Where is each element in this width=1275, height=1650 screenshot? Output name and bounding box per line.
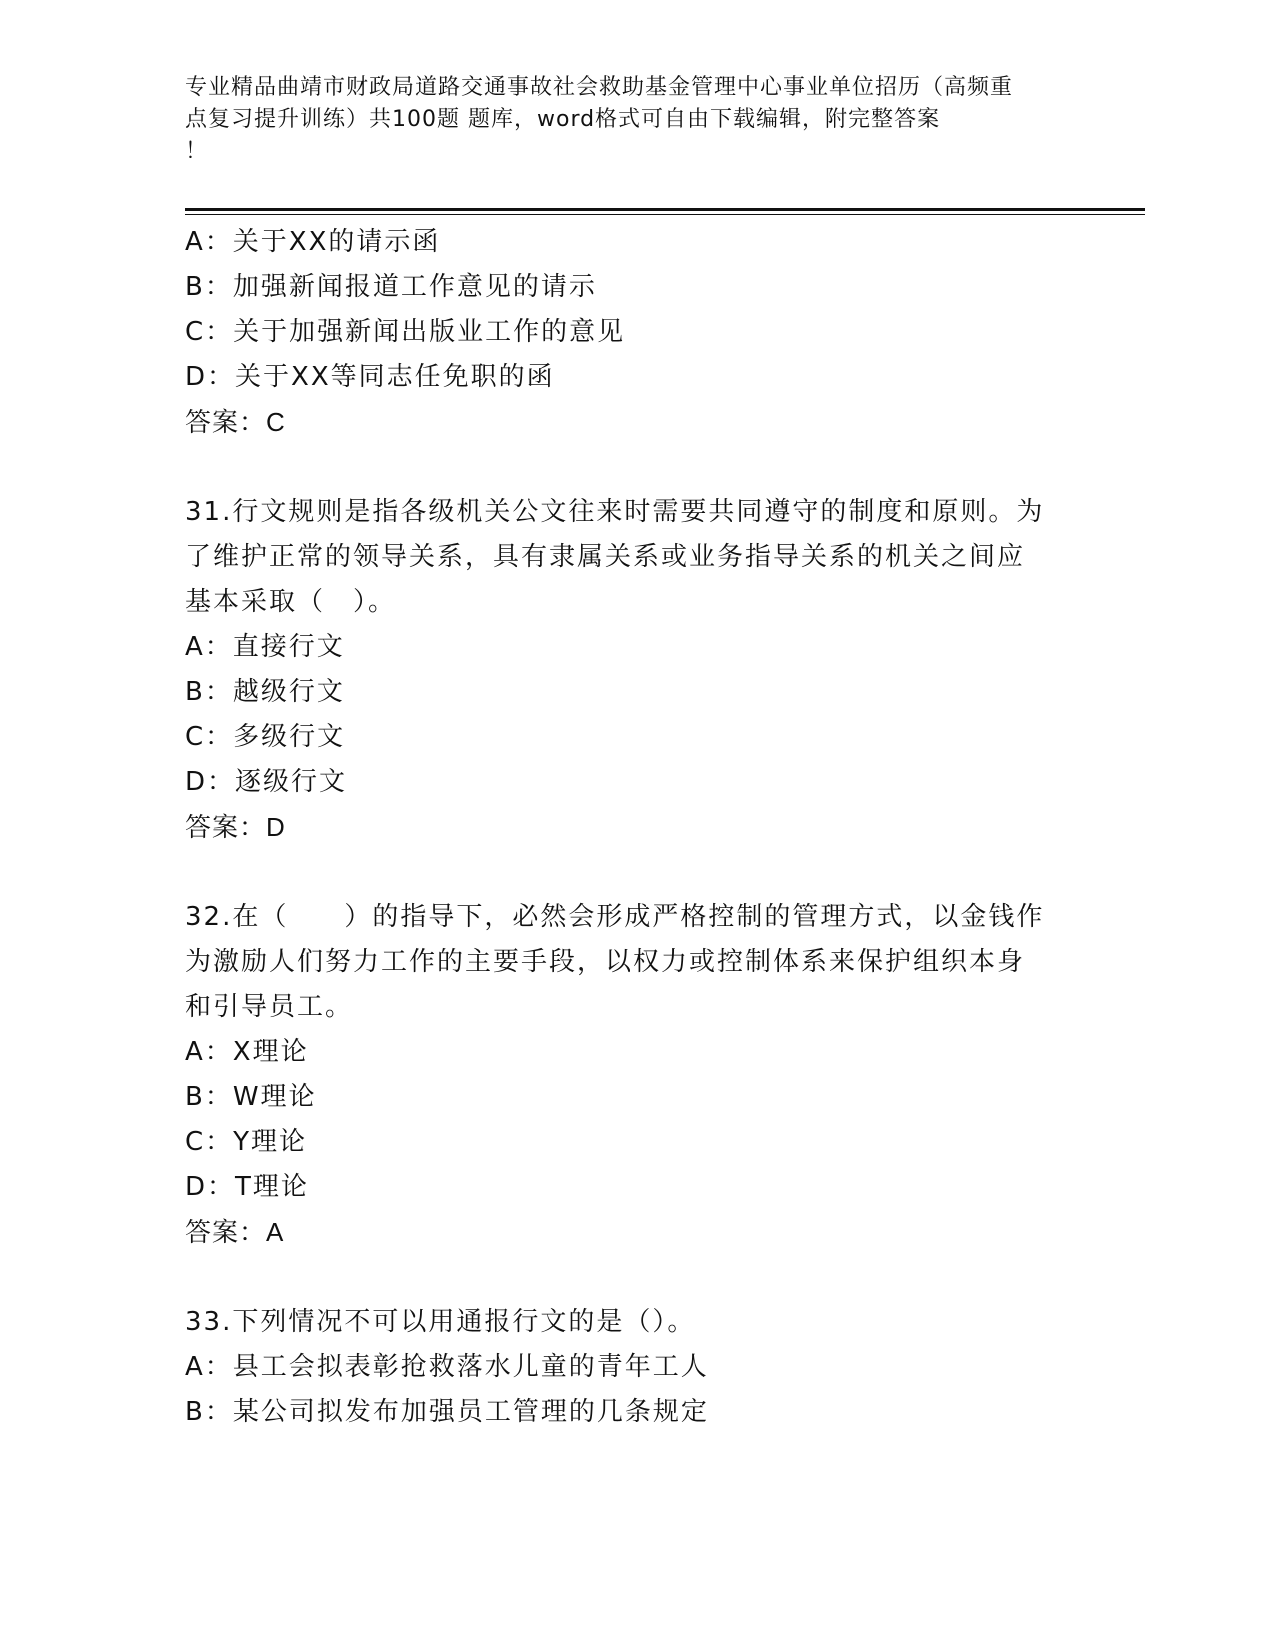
option-c: C：关于加强新闻出版业工作的意见 bbox=[185, 317, 626, 347]
option-b: B：加强新闻报道工作意见的请示 bbox=[185, 272, 597, 302]
header-line-1: 专业精品曲靖市财政局道路交通事故社会救助基金管理中心事业单位招历（高频重 bbox=[185, 75, 1014, 100]
question-31 bbox=[185, 490, 1085, 850]
question-text-line: 32.在（ ）的指导下，必然会形成严格控制的管理方式，以金钱作 bbox=[185, 902, 1045, 932]
question-32 bbox=[185, 895, 1085, 1255]
question-text-line: 31.行文规则是指各级机关公文往来时需要共同遵守的制度和原则。为 bbox=[185, 497, 1045, 527]
header-line-2: 点复习提升训练）共100题 题库，word格式可自由下载编辑，附完整答案 bbox=[185, 107, 941, 132]
spacer bbox=[185, 850, 1085, 895]
question-text-line: 基本采取（ ）。 bbox=[185, 587, 397, 617]
answer-text: 答案：A bbox=[185, 1217, 285, 1247]
option-b: B：W理论 bbox=[185, 1082, 317, 1112]
option-d: D：逐级行文 bbox=[185, 767, 348, 797]
question-33 bbox=[185, 1300, 1085, 1435]
option-b: B：越级行文 bbox=[185, 677, 345, 707]
header-divider-thick bbox=[185, 208, 1145, 211]
option-d: D：T理论 bbox=[185, 1172, 309, 1202]
question-text-line: 和引导员工。 bbox=[185, 992, 354, 1022]
spacer bbox=[185, 445, 1085, 490]
header-divider-thin bbox=[185, 214, 1145, 215]
option-b: B：某公司拟发布加强员工管理的几条规定 bbox=[185, 1397, 709, 1427]
option-a: A：关于XX的请示函 bbox=[185, 227, 441, 257]
option-a: A：直接行文 bbox=[185, 632, 345, 662]
header-line-3: ！ bbox=[185, 139, 209, 164]
question-30 bbox=[185, 220, 1085, 445]
question-text-line: 33.下列情况不可以用通报行文的是（）。 bbox=[185, 1307, 696, 1337]
answer-text: 答案：D bbox=[185, 812, 286, 842]
option-d: D：关于XX等同志任免职的函 bbox=[185, 362, 555, 392]
question-text-line: 为激励人们努力工作的主要手段，以权力或控制体系来保护组织本身 bbox=[185, 947, 1026, 977]
question-list bbox=[185, 220, 1085, 1435]
option-a: A：县工会拟表彰抢救落水儿童的青年工人 bbox=[185, 1352, 709, 1382]
spacer bbox=[185, 1255, 1085, 1300]
document-header bbox=[185, 72, 1105, 168]
option-c: C：多级行文 bbox=[185, 722, 346, 752]
question-text-line: 了维护正常的领导关系，具有隶属关系或业务指导关系的机关之间应 bbox=[185, 542, 1026, 572]
option-c: C：Y理论 bbox=[185, 1127, 308, 1157]
option-a: A：X理论 bbox=[185, 1037, 309, 1067]
answer-text: 答案：C bbox=[185, 407, 286, 437]
